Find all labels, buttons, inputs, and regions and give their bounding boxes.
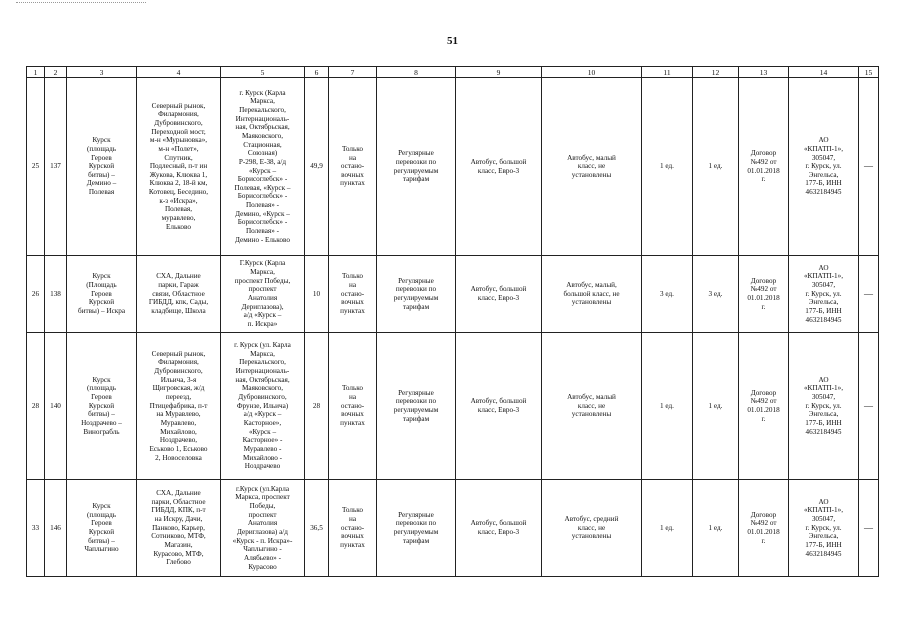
scan-artifact: [16, 2, 146, 7]
routes-table: [26, 66, 879, 577]
column-number: 14: [789, 67, 859, 78]
column-number: 3: [67, 67, 137, 78]
length-cell: 49,9: [305, 78, 329, 256]
table-row: [27, 256, 879, 333]
seq-cell: 26: [27, 256, 45, 333]
transport-type-cell: Регулярные перевозки по регулируемым тарифам: [377, 480, 456, 577]
vehicle-cell: Автобус, большой класс, Евро-3: [456, 480, 542, 577]
table-row: [27, 78, 879, 256]
vehicle-class-cell: Автобус, малый класс, не установлены: [542, 78, 642, 256]
note-cell: —: [859, 333, 879, 480]
vehicle-cell: Автобус, большой класс, Евро-3: [456, 78, 542, 256]
carrier-cell: АО «КПАТП-1», 305047, г. Курск, ул. Энгельса, 177-Б, ИНН 4632184945: [789, 78, 859, 256]
route-name-cell: Курск (площадь Героев Курской битвы) – Ноздрачево – Винограбль: [67, 333, 137, 480]
count-cell: 1 ед.: [642, 333, 693, 480]
vehicle-class-cell: Автобус, малый, большой класс, не установлены: [542, 256, 642, 333]
column-number: 13: [739, 67, 789, 78]
stop-order-cell: Только на остано- вочных пунктах: [329, 333, 377, 480]
route-name-cell: Курск (площадь Героев Курской битвы) – Чаплыгино: [67, 480, 137, 577]
contract-cell: Договор №492 от 01.01.2018 г.: [739, 256, 789, 333]
note-cell: —: [859, 480, 879, 577]
column-number: 10: [542, 67, 642, 78]
carrier-cell: АО «КПАТП-1», 305047, г. Курск, ул. Энгельса, 177-Б, ИНН 4632184945: [789, 333, 859, 480]
stop-order-cell: Только на остано- вочных пунктах: [329, 78, 377, 256]
count-cell: 1 ед.: [693, 333, 739, 480]
column-number: 7: [329, 67, 377, 78]
contract-cell: Договор №492 от 01.01.2018 г.: [739, 78, 789, 256]
vehicle-class-cell: Автобус, средний класс, не установлены: [542, 480, 642, 577]
count-cell: 1 ед.: [642, 78, 693, 256]
vehicle-cell: Автобус, большой класс, Евро-3: [456, 333, 542, 480]
stops-cell: Северный рынок, Филармония, Дубровинского, Ильича, 3-я Щигровская, ж/д переезд, Птицефабрика, п-т на Муравлево, Муравлево, Михайлово, Ноздрачево, Еськово 1, Еськово 2, Новоселовка: [137, 333, 221, 480]
streets-cell: Г.Курск (Карла Маркса, проспект Победы, проспект Анатолия Дериглазова), а/д «Курск – п. Искра»: [221, 256, 305, 333]
route-number-cell: 138: [45, 256, 67, 333]
contract-cell: Договор №492 от 01.01.2018 г.: [739, 333, 789, 480]
seq-cell: 25: [27, 78, 45, 256]
contract-cell: Договор №492 от 01.01.2018 г.: [739, 480, 789, 577]
count-cell: 3 ед.: [642, 256, 693, 333]
note-cell: —: [859, 78, 879, 256]
route-number-cell: 137: [45, 78, 67, 256]
column-number: 8: [377, 67, 456, 78]
column-number: 15: [859, 67, 879, 78]
page-number: 51: [447, 35, 458, 47]
column-number: 4: [137, 67, 221, 78]
streets-cell: г.Курск (ул.Карла Маркса, проспект Победы, проспект Анатолия Дериглазова) а/д «Курск - п. Искра»- Чаплыгино - Алябьево» - Курасово: [221, 480, 305, 577]
table-row: [27, 333, 879, 480]
stops-cell: СХА, Дальние парки, Гараж связи, Областное ГИБДД, кпк, Сады, кладбище, Школа: [137, 256, 221, 333]
table-row: [27, 480, 879, 577]
vehicle-cell: Автобус, большой класс, Евро-3: [456, 256, 542, 333]
count-cell: 1 ед.: [642, 480, 693, 577]
route-number-cell: 146: [45, 480, 67, 577]
carrier-cell: АО «КПАТП-1», 305047, г. Курск, ул. Энгельса, 177-Б, ИНН 4632184945: [789, 256, 859, 333]
column-number: 1: [27, 67, 45, 78]
transport-type-cell: Регулярные перевозки по регулируемым тарифам: [377, 78, 456, 256]
note-cell: —: [859, 256, 879, 333]
column-number: 12: [693, 67, 739, 78]
stops-cell: СХА, Дальние парки, Областное ГИБДД, КПК, п-т на Искру, Дачи, Панково, Карьер, Сотниково, МТФ, Магазин, Курасово, МТФ, Глебово: [137, 480, 221, 577]
streets-cell: г. Курск (ул. Карла Маркса, Перекальского, Интернациональ- ная, Октябрьская, Маяковского, Дубровинского, Фрунзе, Ильича) а/д «Курск – Касторное», «Курск – Касторное» - Муравлево - Михайлово - Ноздрачево: [221, 333, 305, 480]
column-number: 11: [642, 67, 693, 78]
route-number-cell: 140: [45, 333, 67, 480]
length-cell: 10: [305, 256, 329, 333]
transport-type-cell: Регулярные перевозки по регулируемым тарифам: [377, 256, 456, 333]
column-number: 6: [305, 67, 329, 78]
transport-type-cell: Регулярные перевозки по регулируемым тарифам: [377, 333, 456, 480]
streets-cell: г. Курск (Карла Маркса, Перекальского, Интернациональ- ная, Октябрьская, Маяковского, Стационная, Союзная) Р-298, Е-38, а/д «Курск – Борисоглебск» - Полевая, «Курск – Борисоглебск» - Полевая» - Демино, «Курск – Борисоглебск» - Полевая» - Демино - Ельково: [221, 78, 305, 256]
stop-order-cell: Только на остано- вочных пунктах: [329, 480, 377, 577]
stop-order-cell: Только на остано- вочных пунктах: [329, 256, 377, 333]
count-cell: 1 ед.: [693, 78, 739, 256]
seq-cell: 28: [27, 333, 45, 480]
seq-cell: 33: [27, 480, 45, 577]
route-name-cell: Курск (площадь Героев Курской битвы) – Демино – Полевая: [67, 78, 137, 256]
length-cell: 28: [305, 333, 329, 480]
count-cell: 3 ед.: [693, 256, 739, 333]
carrier-cell: АО «КПАТП-1», 305047, г. Курск, ул. Энгельса, 177-Б, ИНН 4632184945: [789, 480, 859, 577]
route-name-cell: Курск (Площадь Героев Курской битвы) – Искра: [67, 256, 137, 333]
vehicle-class-cell: Автобус, малый класс, не установлены: [542, 333, 642, 480]
count-cell: 1 ед.: [693, 480, 739, 577]
column-number: 2: [45, 67, 67, 78]
column-number: 5: [221, 67, 305, 78]
column-number: 9: [456, 67, 542, 78]
length-cell: 36,5: [305, 480, 329, 577]
column-number-row: [27, 67, 879, 78]
stops-cell: Северный рынок, Филармония, Дубровинского, Переходной мост, м-н «Мурыновка», м-н «Полет», Спутник, Подлесный, п-т ин Жукова, Клюква 1, Клюква 2, 18-й км, Котовец, Беседино, к-з «Искра», Полевая, муравлево, Ельково: [137, 78, 221, 256]
